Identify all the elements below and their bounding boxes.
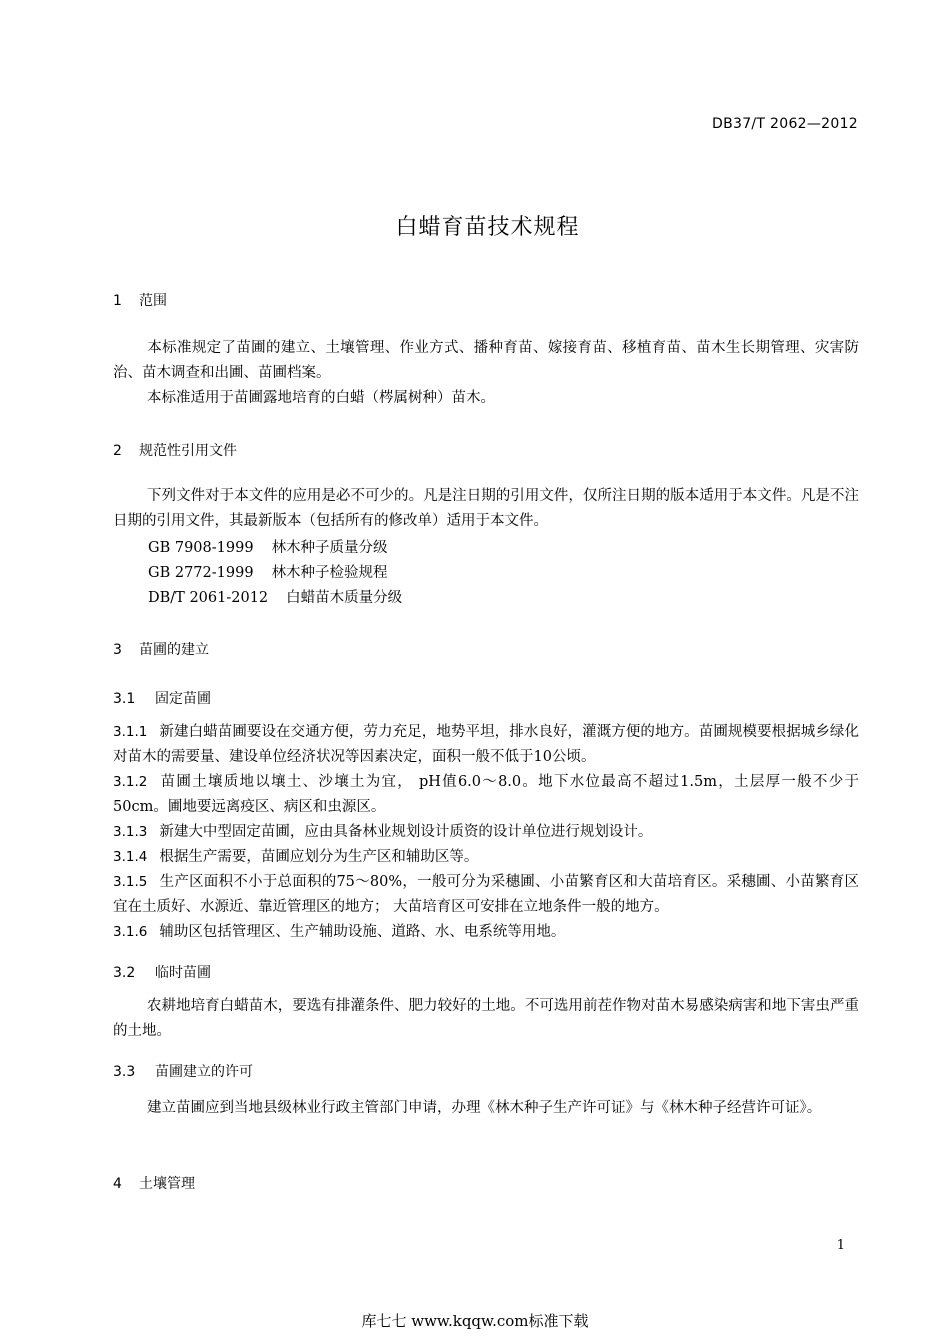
subsection-number: 3.2 xyxy=(113,965,136,981)
subsection-heading-3-2 xyxy=(113,962,211,982)
clause-3-1-4 xyxy=(113,845,859,870)
paragraph xyxy=(113,386,859,411)
section-title: 范围 xyxy=(139,293,167,309)
reference-code: GB 7908-1999 xyxy=(148,540,254,556)
reference-item xyxy=(148,586,402,607)
reference-name: 林木种子检验规程 xyxy=(271,565,388,581)
section-heading-3 xyxy=(113,639,209,659)
section-title: 苗圃的建立 xyxy=(139,642,209,658)
section-number: 4 xyxy=(113,1176,122,1192)
clause-text: 生产区面积不小于总面积的75～80%，一般可分为采穗圃、小苗繁育区和大苗培育区。采穗圃、小苗繁育区宜在土质好、水源近、靠近管理区的地方； 大苗培育区可安排在立地条件一般的地方。 xyxy=(113,874,859,915)
section-title: 规范性引用文件 xyxy=(139,443,237,459)
clause-3-1-1 xyxy=(113,720,859,770)
section-title: 土壤管理 xyxy=(139,1176,195,1192)
subsection-heading-3-3 xyxy=(113,1061,253,1081)
reference-name: 林木种子质量分级 xyxy=(271,540,388,556)
paragraph xyxy=(113,994,859,1044)
section-heading-1 xyxy=(113,290,167,310)
paragraph-text: 本标准规定了苗圃的建立、土壤管理、作业方式、播种育苗、嫁接育苗、移植育苗、苗木生长期管理、灾害防治、苗木调查和出圃、苗圃档案。 xyxy=(113,340,859,381)
section-number: 1 xyxy=(113,293,122,309)
document-title: 白蜡育苗技术规程 xyxy=(395,215,580,240)
section-number: 3 xyxy=(113,642,122,658)
footer-watermark: 库七七 www.kqqw.com标准下载 xyxy=(361,1312,589,1330)
clause-number: 3.1.6 xyxy=(113,924,148,940)
reference-code: GB 2772-1999 xyxy=(148,565,254,581)
clause-text: 新建白蜡苗圃要设在交通方便，劳力充足，地势平坦，排水良好，灌溉方便的地方。苗圃规模要根据城乡绿化对苗木的需要量、建设单位经济状况等因素决定，面积一般不低于10公顷。 xyxy=(113,724,859,765)
reference-item xyxy=(148,561,388,582)
paragraph-text: 建立苗圃应到当地县级林业行政主管部门申请，办理《林木种子生产许可证》与《林木种子经营许可证》。 xyxy=(147,1100,822,1116)
section-number: 2 xyxy=(113,443,122,459)
page-number: 1 xyxy=(836,1238,845,1253)
paragraph xyxy=(113,336,859,386)
section-heading-2 xyxy=(113,440,237,460)
reference-item xyxy=(148,536,388,557)
paragraph-text: 下列文件对于本文件的应用是必不可少的。凡是注日期的引用文件，仅所注日期的版本适用于本文件。凡是不注日期的引用文件，其最新版本（包括所有的修改单）适用于本文件。 xyxy=(113,488,859,529)
subsection-title: 苗圃建立的许可 xyxy=(155,1064,253,1080)
clause-3-1-3 xyxy=(113,820,859,845)
subsection-title: 临时苗圃 xyxy=(155,965,211,981)
subsection-number: 3.1 xyxy=(113,691,136,707)
reference-code: DB/T 2061-2012 xyxy=(148,590,269,606)
section-heading-4 xyxy=(113,1173,195,1193)
clause-text: 根据生产需要，苗圃应划分为生产区和辅助区等。 xyxy=(159,849,479,865)
subsection-number: 3.3 xyxy=(113,1064,136,1080)
clause-3-1-5 xyxy=(113,870,859,920)
clause-number: 3.1.3 xyxy=(113,824,148,840)
paragraph-text: 本标准适用于苗圃露地培育的白蜡（梣属树种）苗木。 xyxy=(147,390,495,406)
paragraph xyxy=(113,484,859,534)
reference-name: 白蜡苗木质量分级 xyxy=(286,590,403,606)
paragraph xyxy=(113,1096,859,1121)
clause-text: 苗圃土壤质地以壤土、沙壤土为宜， pH值6.0～8.0。地下水位最高不超过1.5m，土层厚一般不少于50cm。圃地要远离疫区、病区和虫源区。 xyxy=(113,774,859,815)
clause-3-1-6 xyxy=(113,920,859,945)
subsection-heading-3-1 xyxy=(113,688,211,708)
paragraph-text: 农耕地培育白蜡苗木，要选有排灌条件、肥力较好的土地。不可选用前茬作物对苗木易感染病害和地下害虫严重的土地。 xyxy=(113,998,859,1039)
clause-3-1-2 xyxy=(113,770,859,820)
subsection-title: 固定苗圃 xyxy=(155,691,211,707)
clause-number: 3.1.4 xyxy=(113,849,148,865)
clause-number: 3.1.1 xyxy=(113,724,148,740)
standard-number: DB37/T 2062—2012 xyxy=(712,116,858,132)
clause-number: 3.1.5 xyxy=(113,874,148,890)
clause-text: 辅助区包括管理区、生产辅助设施、道路、水、电系统等用地。 xyxy=(159,924,566,940)
clause-number: 3.1.2 xyxy=(113,774,148,790)
clause-text: 新建大中型固定苗圃，应由具备林业规划设计质资的设计单位进行规划设计。 xyxy=(159,824,653,840)
